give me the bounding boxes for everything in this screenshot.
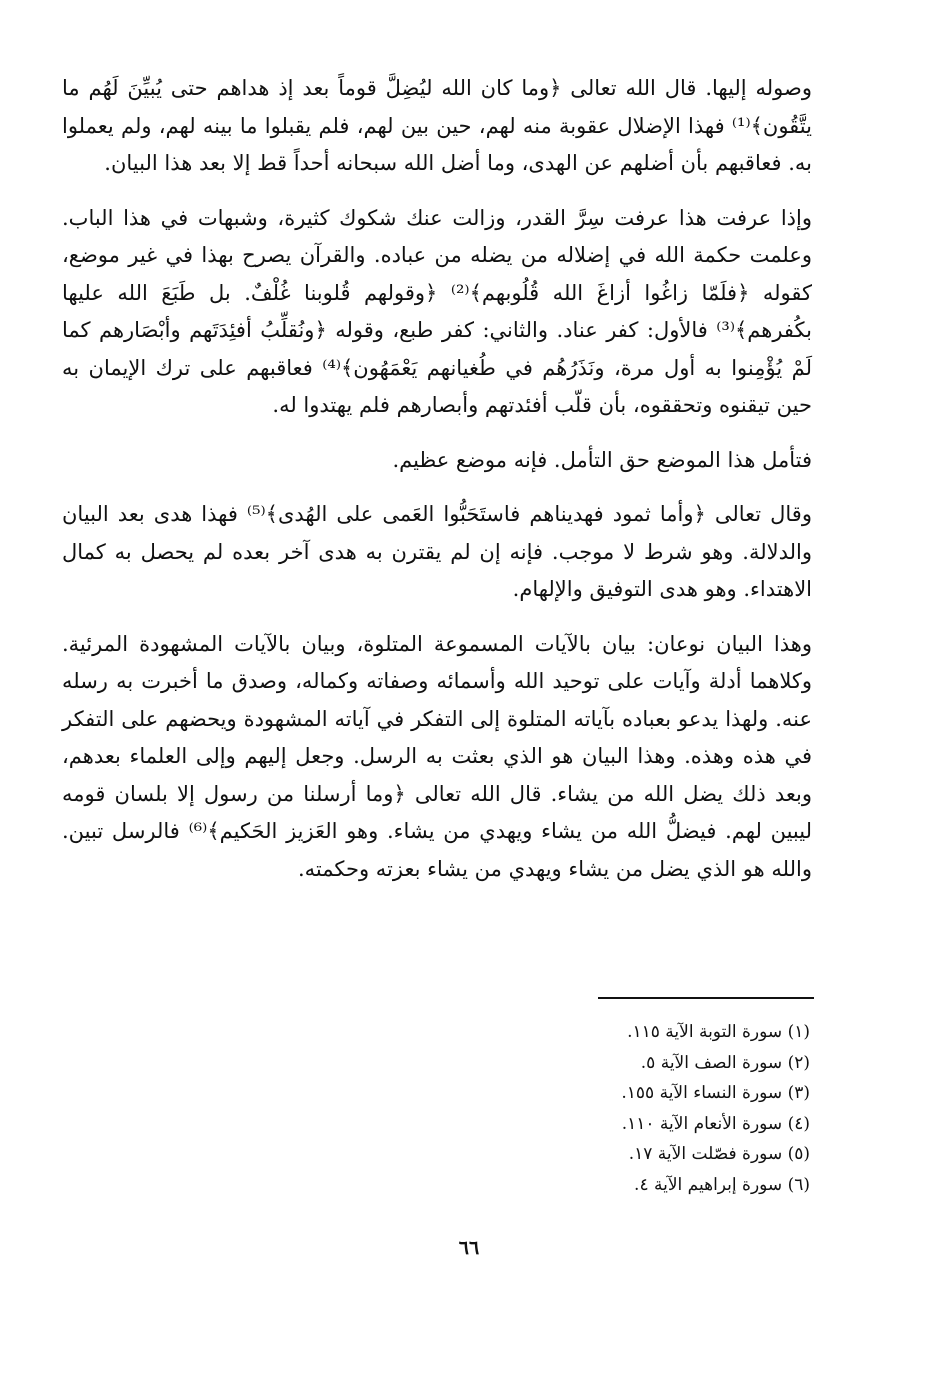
footnote-4: (٤) سورة الأنعام الآية ١١٠. bbox=[621, 1113, 810, 1134]
paragraph-2: وإذا عرفت هذا عرفت سِرَّ القدر، وزالت عنك شكوك كثيرة، وشبهات في هذا الباب. وعلمت حكمة الله في إضلاله من يضله من عباده. والقرآن يصرح بهذا في غير موضع، كقوله ﴿فلَمّا زاغُوا أزاغَ الله قُلُوبهم﴾⁽²⁾ ﴿وقولهم قُلوبنا غُلْفٌ. بل طَبَعَ الله عليها بكُفرهم﴾⁽³⁾ فالأول: كفر عناد. والثاني: كفر طبع، وقوله ﴿ونُقلِّبُ أفئِدَتَهم وأبْصَارهم كما لَمْ يُؤْمِنوا به أول مرة، ونَذَرُهُم في طُغيانهم يَعْمَهُون﴾⁽⁴⁾ فعاقبهم على ترك الإيمان به حين تيقنوه وتحققوه، بأن قلّب أفئدتهم وأبصارهم فلم يهتدوا له. bbox=[62, 205, 812, 417]
paragraph-1: وصوله إليها. قال الله تعالى ﴿وما كان الله ليُضِلَّ قوماً بعد إذ هداهم حتى يُبيِّنَ لَهُم ما يتَّقُون﴾⁽¹⁾ فهذا الإضلال عقوبة منه لهم، حين بين لهم، فلم يقبلوا ما بينه لهم، ولم يعملوا به. فعاقبهم بأن أضلهم عن الهدى، وما أضل الله سبحانه أحداً قط إلا بعد هذا البيان. bbox=[62, 76, 812, 175]
footnote-3: (٣) سورة النساء الآية ١٥٥. bbox=[621, 1083, 810, 1103]
footnote-5: (٥) سورة فصّلت الآية ١٧. bbox=[628, 1144, 810, 1164]
paragraph-3: فتأمل هذا الموضع حق التأمل. فإنه موضع عظيم. bbox=[392, 447, 812, 472]
paragraph-4: وقال تعالى ﴿وأما ثمود فهديناهم فاستَحَبُّوا العَمى على الهُدى﴾⁽⁵⁾ فهذا هدى بعد البيان والدلالة. وهو شرط لا موجب. فإنه إن لم يقترن به هدى آخر بعده لم يحصل به كمال الاهتداء. وهو هدى التوفيق والإلهام. bbox=[62, 502, 812, 601]
footnote-6: (٦) سورة إبراهيم الآية ٤. bbox=[634, 1174, 810, 1195]
footnote-1: (١) سورة التوبة الآية ١١٥. bbox=[627, 1022, 810, 1042]
page-number: ٦٦ bbox=[458, 1237, 480, 1259]
main-text bbox=[62, 70, 812, 905]
footnote-divider bbox=[598, 997, 814, 999]
footnote-2: (٢) سورة الصف الآية ٥. bbox=[640, 1052, 810, 1073]
footnotes-list bbox=[410, 1017, 810, 1200]
paragraph-5: وهذا البيان نوعان: بيان بالآيات المسموعة المتلوة، وبيان بالآيات المشهودة المرئية. وكلاهما أدلة وآيات على توحيد الله وأسمائه وصفاته وكماله، وصدق ما أخبرت به رسله عنه. ولهذا يدعو بعباده بآياته المتلوة إلى التفكر في آياته المشهودة ويحضهم على التفكر في هذه وهذه. وهذا البيان هو الذي بعثت به الرسل. وجعل إليهم وإلى العلماء بعدهم، وبعد ذلك يضل الله من يشاء. قال الله تعالى ﴿وما أرسلنا من رسول إلا بلسان قومه ليبين لهم. فيضلُّ الله من يشاء ويهدي من يشاء. وهو العَزيز الحَكيم﴾⁽⁶⁾ فالرسل تبين. والله هو الذي يضل من يشاء ويهدي من يشاء بعزته وحكمته. bbox=[62, 631, 812, 881]
